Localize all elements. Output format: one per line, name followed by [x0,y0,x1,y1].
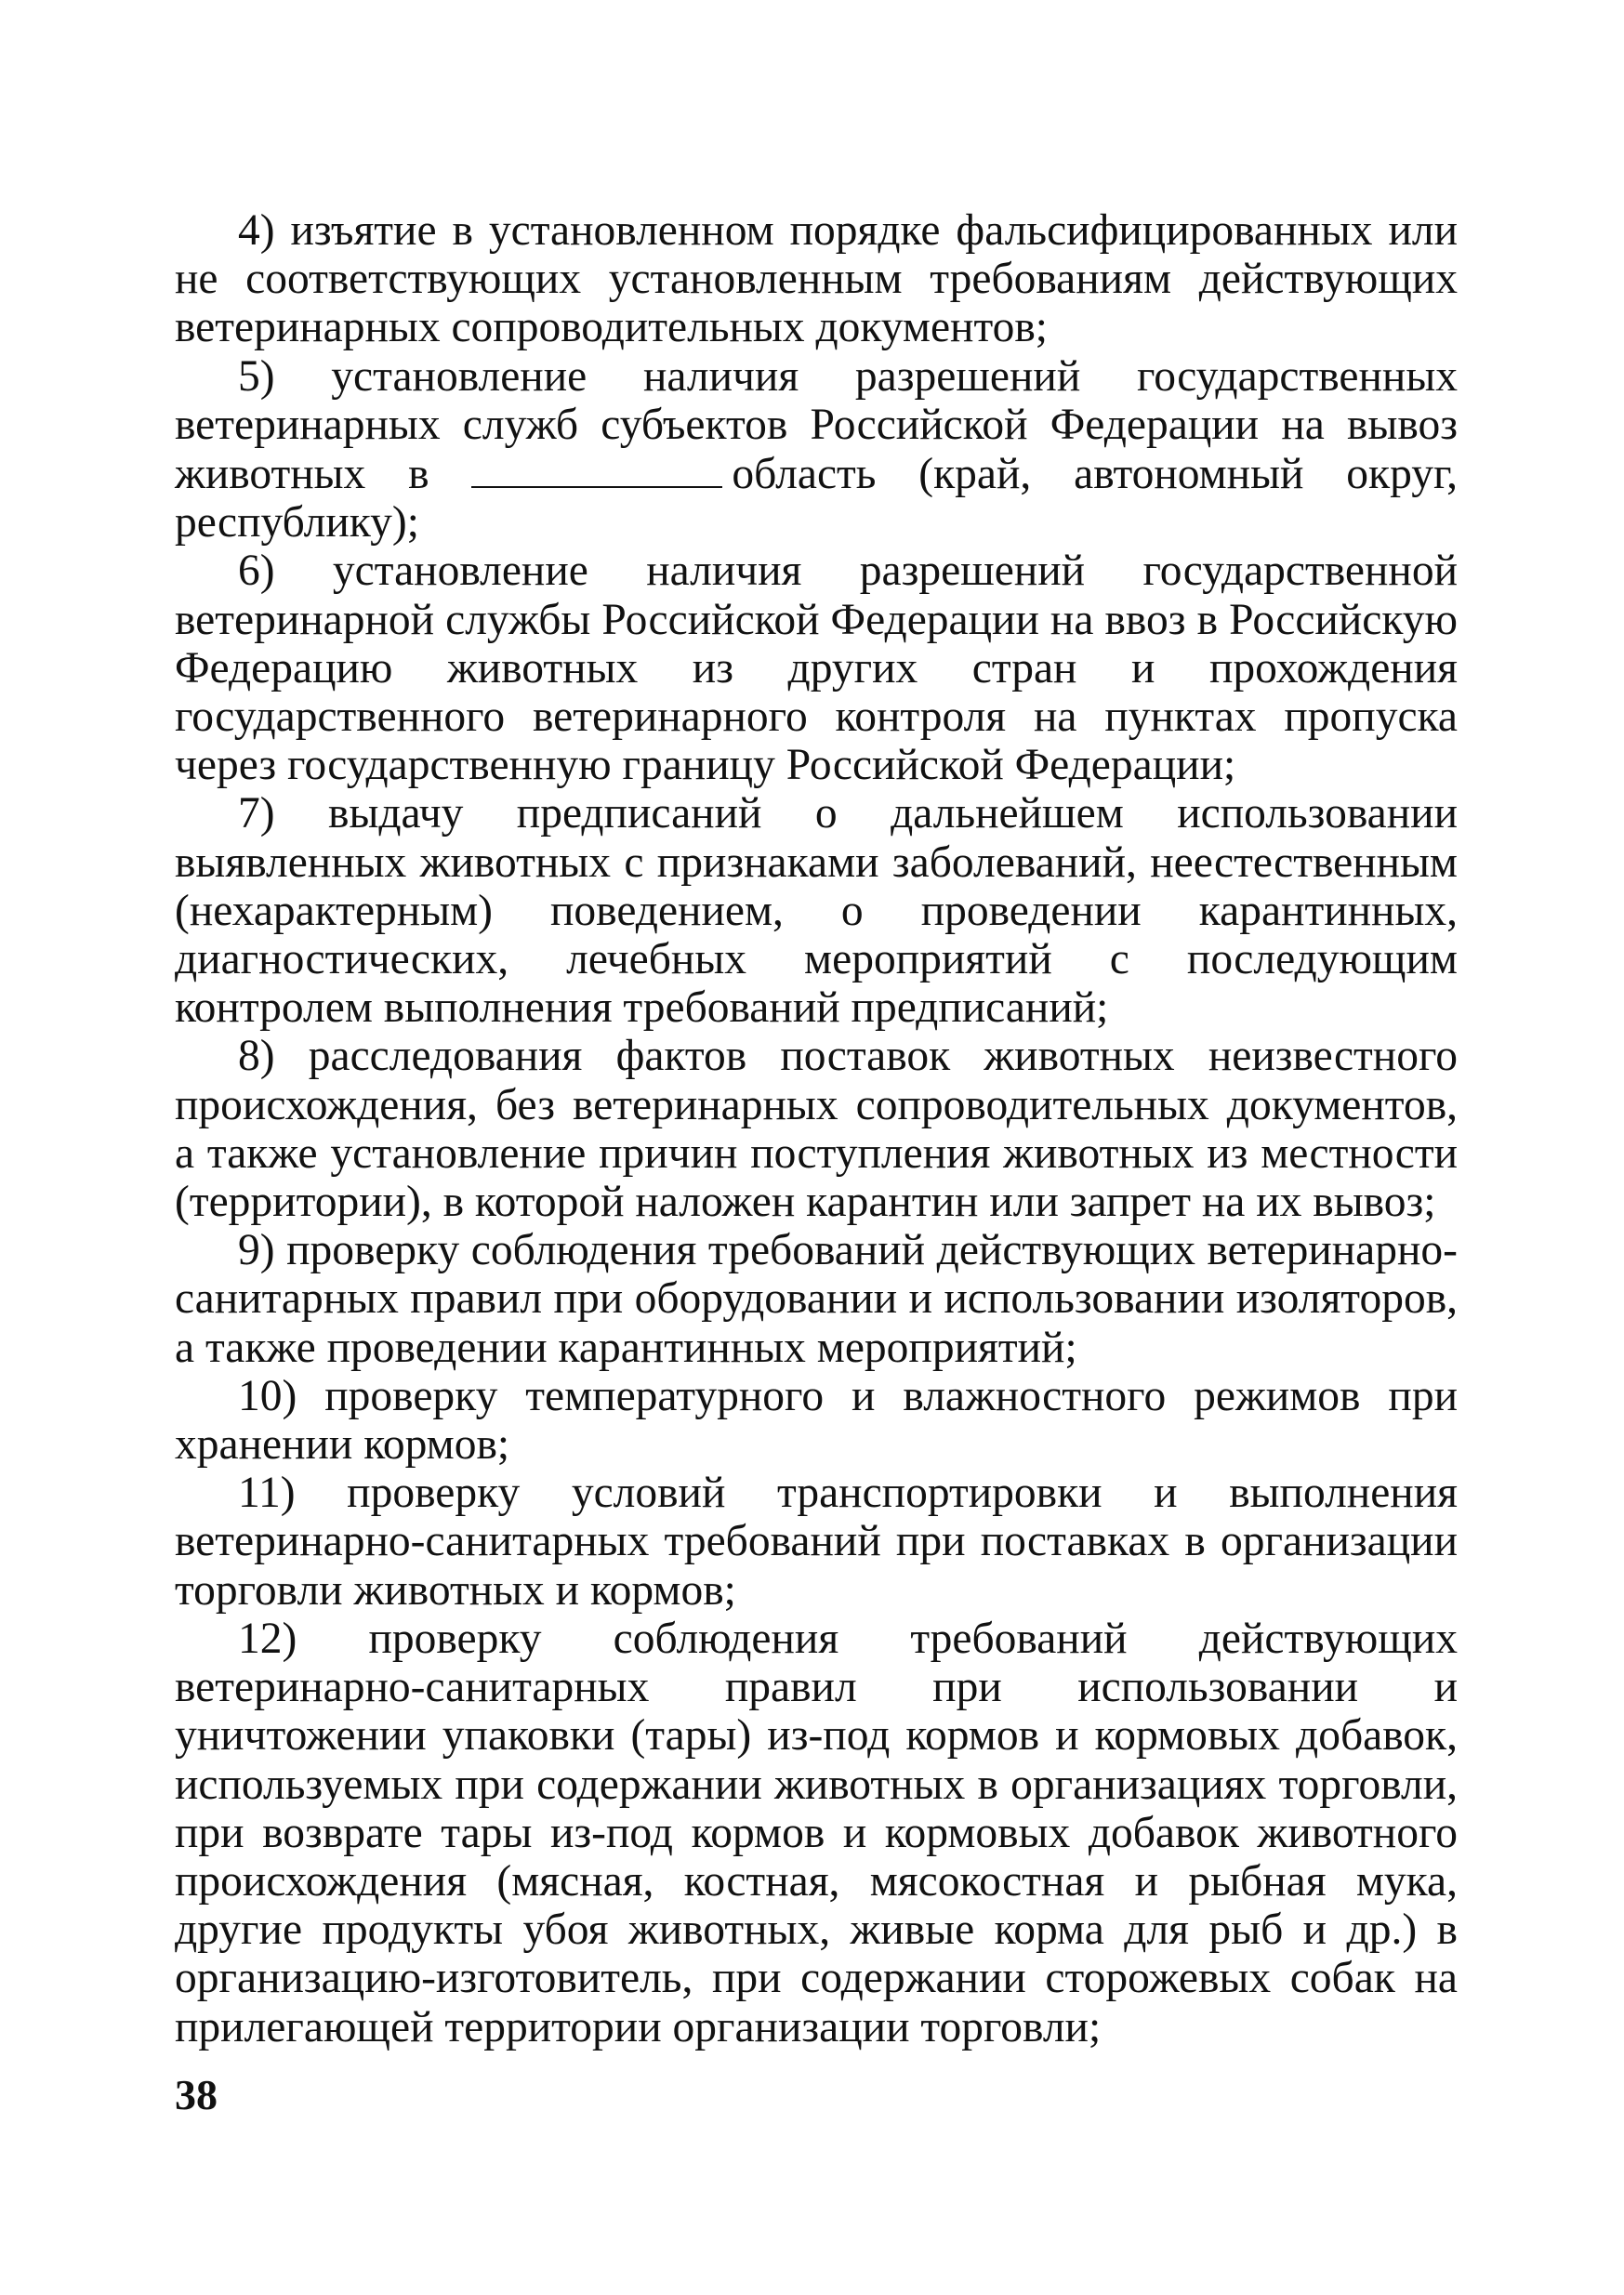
paragraph-item-11: 11) проверку условий транспортировки и выполнения ветеринарно-санитарных требований при поставках в организации торговли животных и кормов; [175,1469,1458,1615]
paragraph-item-5 [175,352,1458,547]
item-5-tail: область (край, автономный округ, республику); [175,450,1458,547]
paragraph-item-7: 7) выдачу предписаний о дальнейшем использовании выявленных животных с признаками заболеваний, неестественным (нехарактерным) поведением, о проведении карантинных, диагностических, лечебных мероприятий с последующим контролем выполнения требований предписаний; [175,789,1458,1033]
item-5-lead: 5) установление наличия разрешений государственных ветеринарных служб субъектов Российской Федерации на вывоз животных в [175,351,1458,499]
paragraph-item-12: 12) проверку соблюдения требований действующих ветеринарно-санитарных правил при использовании и уничтожении упаковки (тары) из-под кормов и кормовых добавок, используемых при содержании животных в организациях торговли, при возврате тары из-под кормов и кормовых добавок животного происхождения (мясная, костная, мясокостная и рыбная мука, другие продукты убоя животных, живые корма для рыб и др.) в организацию-изготовитель, при содержании сторожевых собак на прилегающей территории организации торговли; [175,1614,1458,2051]
paragraph-item-4: 4) изъятие в установленном порядке фальсифицированных или не соответствующих установленным требованиям действующих ветеринарных сопроводительных документов; [175,206,1458,352]
page-body [175,206,1458,2051]
paragraph-item-9: 9) проверку соблюдения требований действующих ветеринарно-санитарных правил при оборудовании и использовании изоляторов, а также проведении карантинных мероприятий; [175,1226,1458,1372]
paragraph-item-6: 6) установление наличия разрешений государственной ветеринарной службы Российской Федерации на ввоз в Российскую Федерацию животных из других стран и прохождения государственного ветеринарного контроля на пунктах пропуска через государственную границу Российской Федерации; [175,547,1458,790]
blank-fill-line [471,449,722,488]
paragraph-item-10: 10) проверку температурного и влажностного режимов при хранении кормов; [175,1371,1458,1470]
paragraph-item-8: 8) расследования фактов поставок животных неизвестного происхождения, без ветеринарных сопроводительных документов, а также установление причин поступления животных из местности (территории), в которой наложен карантин или запрет на их вывоз; [175,1032,1458,1227]
page-number: 38 [175,2071,218,2118]
